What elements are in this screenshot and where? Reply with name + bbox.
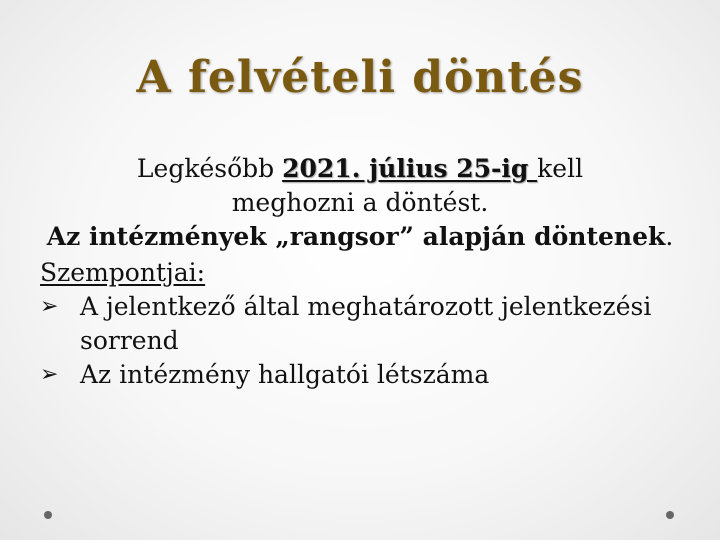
ranking-text: Az intézmények „rangsor” alapján döntenek <box>46 222 666 251</box>
criteria-heading: Szempontjai: <box>40 258 206 287</box>
bullet-item <box>40 358 680 392</box>
deadline-line <box>40 152 680 186</box>
arrow-bullet-icon: ➢ <box>40 294 59 319</box>
deadline-suffix: kell <box>537 154 584 183</box>
corner-dot-left <box>44 511 52 519</box>
deadline-prefix: Legkésőbb <box>136 154 283 183</box>
arrow-bullet-icon: ➢ <box>40 362 59 387</box>
bullet-text: Az intézmény hallgatói létszáma <box>80 360 490 389</box>
bullet-item <box>40 290 680 358</box>
decision-line: meghozni a döntést. <box>231 188 489 217</box>
bullet-text: A jelentkező által meghatározott jelentkezési sorrend <box>80 292 652 355</box>
deadline-date: 2021. július 25-ig <box>282 154 538 183</box>
slide-body <box>40 152 680 392</box>
ranking-period: . <box>665 222 674 251</box>
slide-title: A felvételi döntés <box>136 52 584 103</box>
ranking-line <box>40 220 680 254</box>
corner-dot-right <box>666 511 674 519</box>
